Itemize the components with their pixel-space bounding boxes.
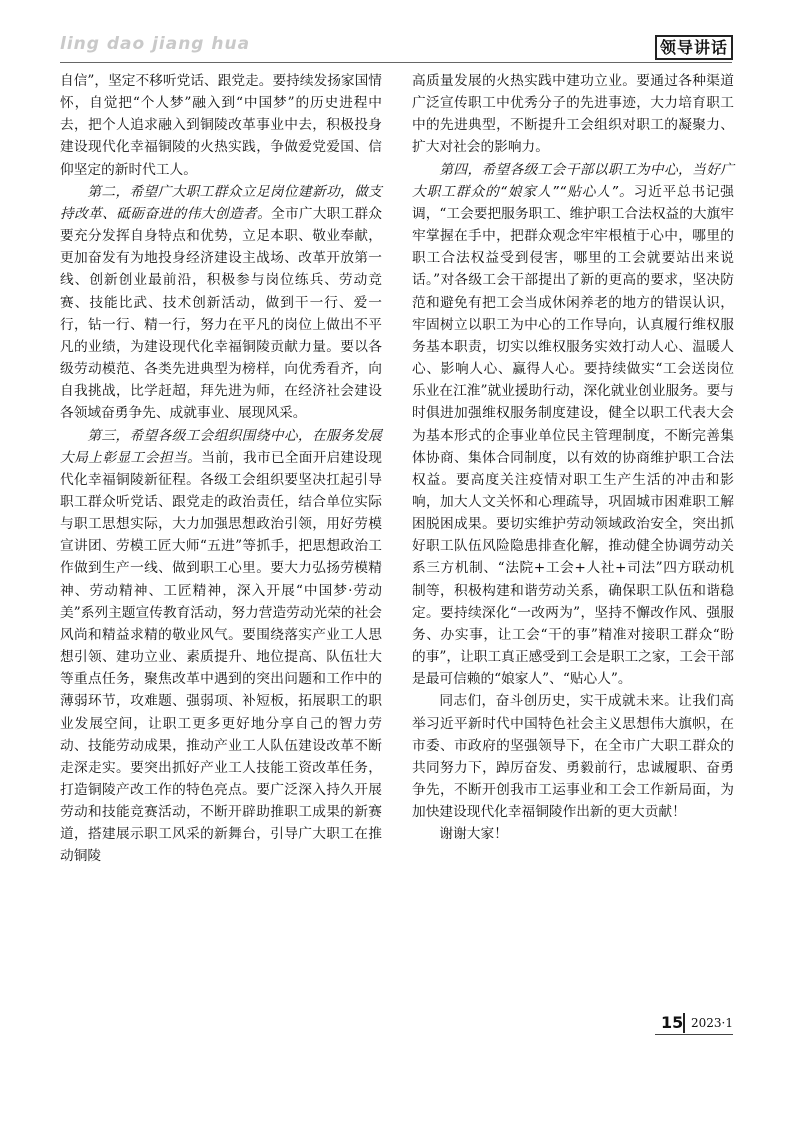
point-three-body: 当前，我市已全面开启建设现代化幸福铜陵新征程。各级工会组织要坚决扛起引导职工群众听党话、跟党走的政治责任，结合单位实际与职工思想实际，大力加强思想政治引领，用好劳模宣讲团、劳模工匠大师“五进”等抓手，把思想政治工作做到生产一线、做到职工心里。要大力弘扬劳模精神、劳动精神、工匠精神，深入开展“中国梦·劳动美”系列主题宣传教育活动，努力营造劳动光荣的社会风尚和精益求精的敬业风气。要围绕落实产业工人思想引领、建功立业、素质提升、地位提高、队伍壮大等重点任务，聚焦改革中遇到的突出问题和工作中的薄弱环节，攻难题、强弱项、补短板，拓展职工的职业发展空间，让职工更多更好地分享自己的智力劳动、技能劳动成果，推动产业工人队伍建设改革不断走深走实。要突出抓好产业工人技能工资改革任务，打造铜陵产改工作的特色亮点。要广泛深入持久开展劳动和技能竞赛活动，不断开辟助推职工成果的新赛道，搭建展示职工风采的新舞台，引导广大职工在推动铜陵 [60,449,382,865]
page-number: 15 [655,1013,685,1033]
point-two-lead: 第二，希望广大职工群众立足岗位建新功，做支持改革、砥砺奋进的伟大创造者。 [60,183,382,222]
paragraph-closing: 同志们，奋斗创历史，实干成就未来。让我们高举习近平新时代中国特色社会主义思想伟大旗帜，在市委、市政府的坚强领导下，在全市广大职工群众的共同努力下，踔厉奋发、勇毅前行，忠诚履职、奋勇争先，不断开创我市工运事业和工会工作新局面，为加快建设现代化幸福铜陵作出新的更大贡献！ [412,693,734,821]
paragraph-continued: 自信”，坚定不移听党话、跟党走。要持续发扬家国情怀，自觉把“个人梦”融入到“中国梦”的历史进程中去，把个人追求融入到铜陵改革事业中去，积极投身建设现代化幸福铜陵的火热实践，争做爱党爱国、信仰坚定的新时代工人。 [60,73,382,178]
paragraph-point-four [412,159,734,691]
page-footer [655,1011,733,1035]
paragraph-thanks: 谢谢大家！ [439,826,508,843]
footer-divider [655,1034,733,1035]
point-four-lead: 第四，希望各级工会干部以职工为中心，当好广大职工群众的“娘家人”“贴心人”。 [412,161,734,200]
issue-label: 2023·1 [691,1016,733,1030]
section-pinyin-label: ling dao jiang hua [60,34,251,54]
left-column [60,70,382,868]
point-two-body: 全市广大职工群众要充分发挥自身特点和优势，立足本职、敬业奉献，更加奋发有为地投身经济建设主战场、改革开放第一线、创新创业最前沿，积极参与岗位练兵、劳动竞赛、技能比武、技术创新活动，做到干一行、爱一行，钻一行、精一行，努力在平凡的岗位上做出不平凡的业绩，为建设现代化幸福铜陵贡献力量。要以各级劳动模范、各类先进典型为榜样，向优秀看齐，向自我挑战，比学赶超，拜先进为师，在经济社会建设各领域奋勇争先、成就事业、展现风采。 [60,205,382,422]
column-title-badge: 领导讲话 [655,35,733,60]
point-three-lead: 第三，希望各级工会组织围绕中心，在服务发展大局上彰显工会担当。 [60,427,382,466]
paragraph-point-three [60,425,382,868]
point-four-body: 习近平总书记强调，“工会要把服务职工、维护职工合法权益的大旗牢牢掌握在手中，把群众观念牢牢根植于心中，哪里的职工合法权益受到侵害，哪里的工会就要站出来说话。”对各级工会干部提出了新的更高的要求，坚决防范和避免有把工会当成休闲养老的地方的错误认识，牢固树立以职工为中心的工作导向，认真履行维权服务基本职责，切实以维权服务实效打动人心、温暖人心、影响人心、赢得人心。要持续做实“工会送岗位 乐业在江淮”就业援助行动，深化就业创业服务。要与时俱进加强维权服务制度建设，健全以职工代表大会为基本形式的企事业单位民主管理制度，不断完善集体协商、集体合同制度，以有效的协商维护职工合法权益。要高度关注疫情对职工生产生活的冲击和影响，加大人文关怀和心理疏导，巩固城市困难职工解困脱困成果。要切实维护劳动领域政治安全，突出抓好职工队伍风险隐患排查化解，推动健全协调劳动关系三方机制、“法院+工会+人社+司法”四方联动机制等，积极构建和谐劳动关系，确保职工队伍和谐稳定。要持续深化“一改两为”，坚持不懈改作风、强服务、办实事，让工会“干的事”精准对接职工群众“盼的事”，让职工真正感受到工会是职工之家，工会干部是最可信赖的“娘家人”、“贴心人”。 [412,183,734,688]
header-divider [60,62,732,63]
right-column [412,70,734,845]
paragraph-point-two [60,181,382,425]
paragraph-continued: 高质量发展的火热实践中建功立业。要通过各种渠道广泛宣传职工中优秀分子的先进事迹，大力培育职工中的先进典型，不断提升工会组织对职工的凝聚力、扩大对社会的影响力。 [412,73,734,156]
page-header [0,0,793,70]
